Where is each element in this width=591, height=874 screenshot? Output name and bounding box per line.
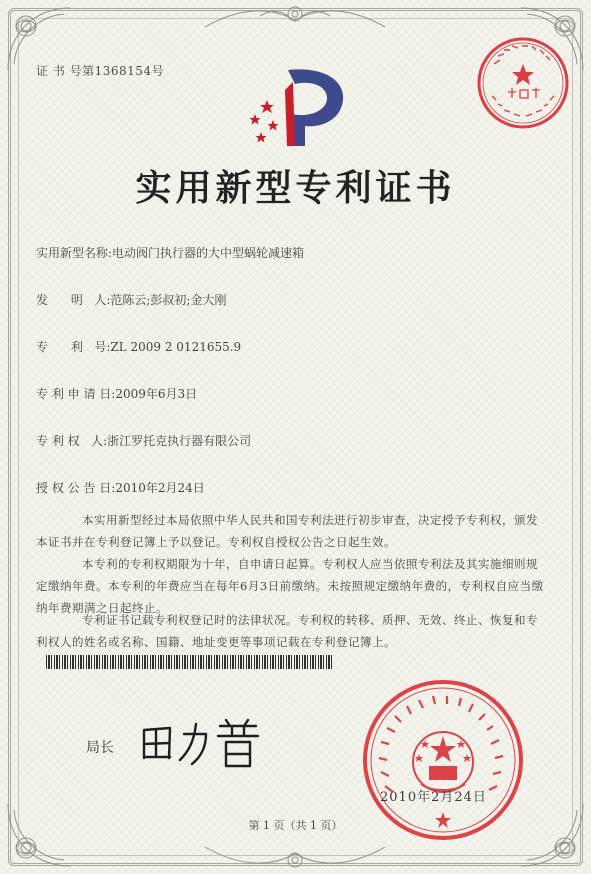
tax-agent-seal xyxy=(474,34,572,132)
corner-ornament xyxy=(517,800,587,870)
field-label: 专 利 号: xyxy=(36,340,111,354)
field-inventors xyxy=(36,291,226,308)
paragraph-grant-statement: 本实用新型经过本局依照中华人民共和国专利法进行初步审查，决定授予专利权，颁发本证书并在专利登记簿上予以登记。专利权自授权公告之日起生效。 xyxy=(36,513,538,549)
field-value: 电动阀门执行器的大中型蜗轮减速箱 xyxy=(112,246,305,260)
field-label: 专 利 权 人: xyxy=(36,434,108,448)
director-label: 局长 xyxy=(86,740,114,756)
field-value: 范陈云;彭叔初;金大刚 xyxy=(110,293,227,307)
field-value: 浙江罗托克执行器有限公司 xyxy=(107,434,252,448)
director-signature xyxy=(136,712,266,772)
field-label: 专 利 申 请 日: xyxy=(36,387,116,401)
corner-ornament xyxy=(4,800,74,870)
field-value: ZL 2009 2 0121655.9 xyxy=(110,340,242,354)
field-grant-date xyxy=(36,479,205,496)
top-ornament xyxy=(200,2,390,32)
field-label: 授 权 公 告 日: xyxy=(36,481,116,495)
bottom-ornament xyxy=(200,842,390,872)
paragraph-term-statement: 本专利的专利权期限为十年，自申请日起算。专利权人应当依照专利法及其实施细则规定缴纳年费。本专利的年费应当在每年6月3日前缴纳。未按照规定缴纳年费的，专利权自应当缴纳年费期满之日起终止。 xyxy=(36,557,544,615)
field-application-date xyxy=(36,385,197,402)
patent-office-logo-icon xyxy=(243,62,353,148)
field-label: 实用新型名称: xyxy=(36,246,113,260)
barcode xyxy=(46,655,332,669)
field-patentee xyxy=(36,432,251,449)
field-label: 发 明 人: xyxy=(36,293,111,307)
page-footer: 第 1 页（共 1 页） xyxy=(248,819,343,832)
field-value: 2010年2月24日 xyxy=(115,481,205,495)
field-value: 2009年6月3日 xyxy=(115,387,198,401)
certificate-number: 证 书 号第1368154号 xyxy=(36,64,165,78)
certificate-title: 实用新型专利证书 xyxy=(135,168,456,209)
seal-date: 2010年2月24日 xyxy=(380,790,487,805)
paragraph-register-statement: 专利证书记载专利权登记时的法律状况。专利权的转移、质押、无效、终止、恢复和专利权人的姓名或名称、国籍、地址变更等事项记载在专利登记簿上。 xyxy=(36,613,538,649)
field-patent-number xyxy=(36,338,241,355)
field-utility-model-name xyxy=(36,244,304,261)
